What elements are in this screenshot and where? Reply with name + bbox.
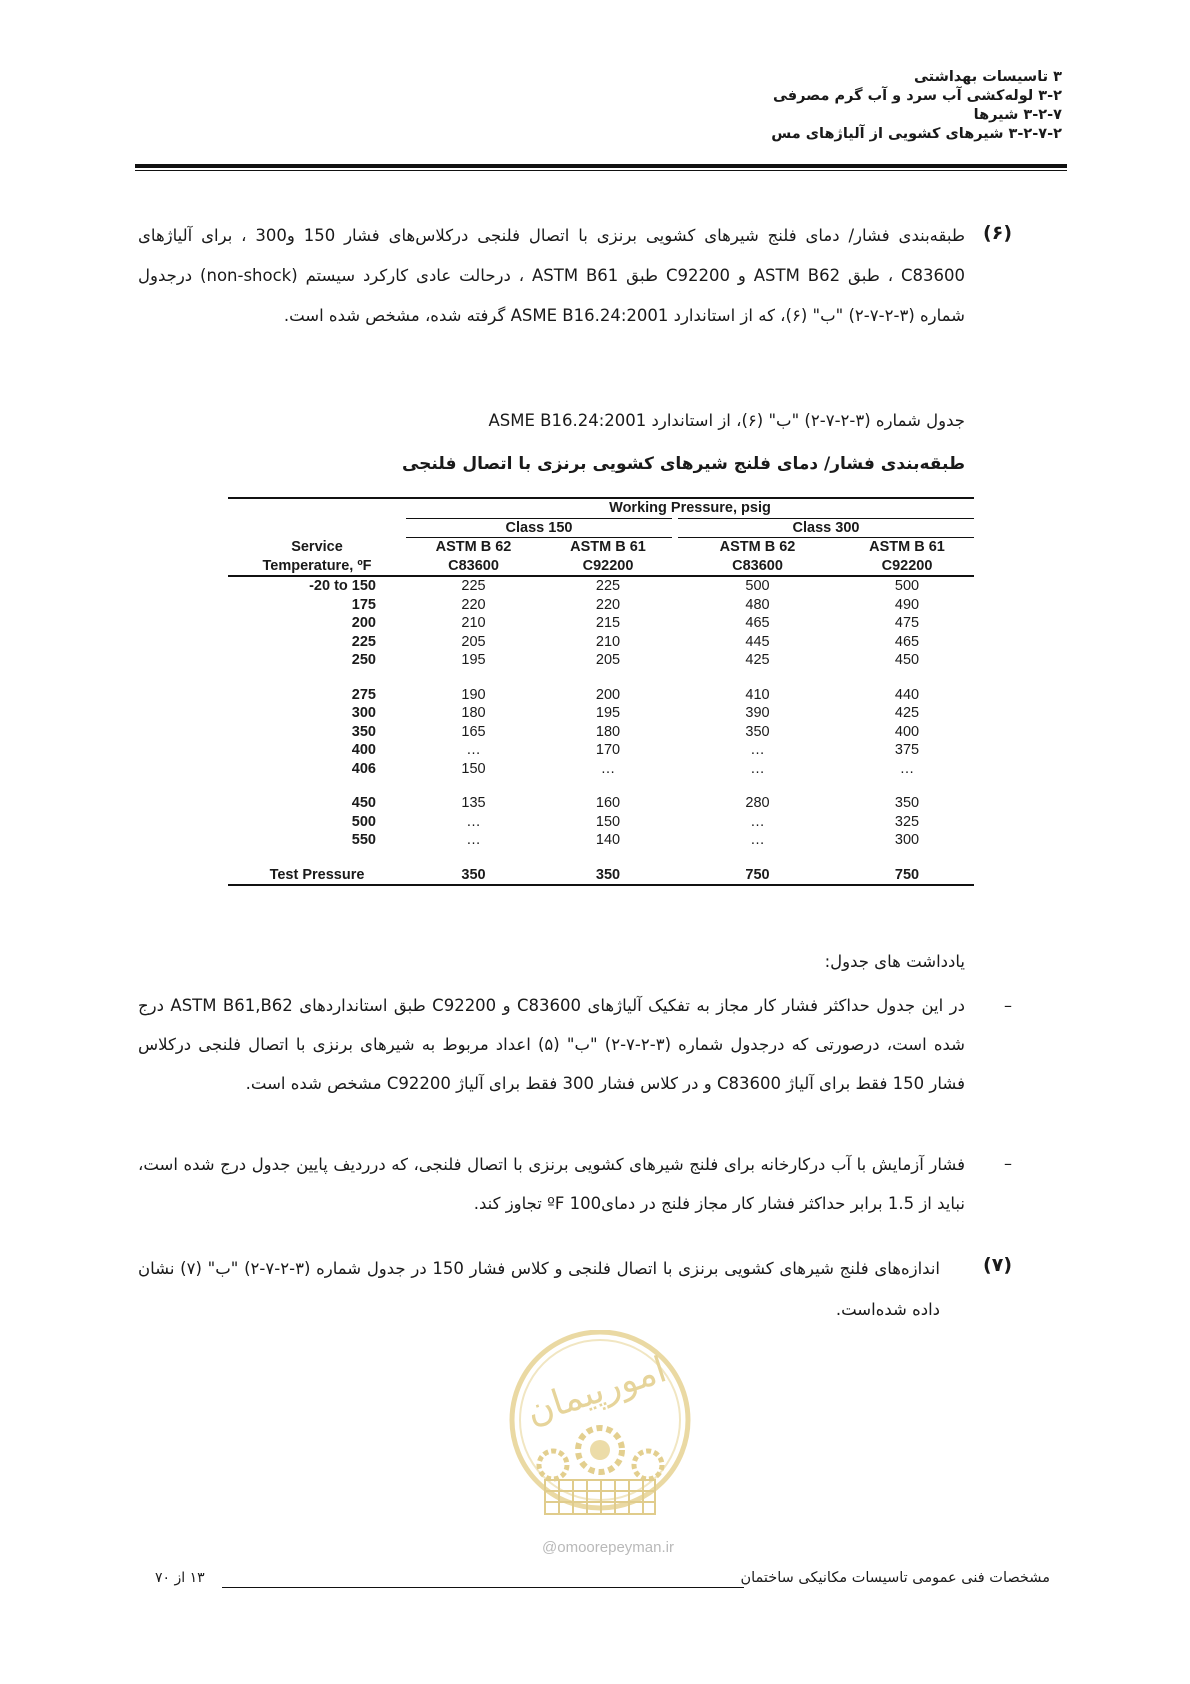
temperature-cell: 400: [351, 742, 376, 758]
temperature-cell: 250: [351, 652, 376, 668]
header-line-4: ۳-۲-۷-۲ شیرهای کشویی از آلیاژهای مس: [771, 126, 1062, 142]
pressure-cell: 210: [461, 615, 486, 631]
pressure-cell: 215: [595, 615, 621, 631]
table-row: [228, 723, 974, 742]
table-row: [228, 614, 974, 633]
page-number: ۱۳ از ۷۰: [155, 1570, 205, 1586]
temperature-cell: -20 to 150: [309, 578, 376, 594]
table-row: [228, 596, 974, 615]
col-head-1: ASTM B 62 C83600: [435, 539, 512, 574]
pressure-cell: 195: [595, 705, 621, 721]
pressure-cell: 410: [745, 686, 770, 703]
pressure-cell: 180: [595, 723, 621, 740]
pressure-cell: 490: [894, 596, 920, 613]
table-row: [228, 794, 974, 813]
pressure-cell: 350: [894, 795, 920, 811]
notes-title: یادداشت های جدول:: [824, 952, 965, 971]
watermark-logo: [493, 1330, 708, 1560]
table-row: [228, 704, 974, 723]
pressure-cell: 210: [595, 633, 621, 650]
pressure-cell: 205: [461, 633, 486, 650]
footer-rule: [222, 1587, 744, 1588]
table-row: [228, 760, 974, 779]
spacer-row: [228, 778, 974, 794]
class-300-header: Class 300: [675, 518, 974, 538]
pressure-cell: …: [600, 760, 616, 777]
table-caption-number: جدول شماره (۳-۲-۷-۲) "ب" (۶)، از استاندارد ASME B16.24:2001: [488, 411, 965, 430]
table-row: [228, 633, 974, 652]
note-bullet-2: فشار آزمایش با آب درکارخانه برای فلنج شیرهای کشویی برنزی با اتصال فلنجی، که درردیف پایین جدول درج شده است، نباید از 1.5 برابر حداکثر فشار کار مجاز فلنج در دمایºF 100 تجاوز کند.: [138, 1155, 965, 1213]
pressure-cell: 465: [894, 633, 920, 650]
temperature-cell: 275: [351, 686, 376, 703]
temperature-cell: 450: [351, 795, 376, 811]
pressure-cell: 220: [595, 596, 621, 613]
service-temperature-header: Service Temperature, ºF: [262, 539, 372, 574]
test-pressure-cell: 350: [595, 866, 621, 883]
table-row: [228, 576, 974, 596]
pressure-cell: 170: [595, 742, 621, 758]
pressure-cell: 480: [745, 596, 770, 613]
temperature-cell: 300: [351, 705, 376, 721]
header-rule-thick: [135, 164, 1067, 168]
footer-title: مشخصات فنی عمومی تاسیسات مکانیکی ساختمان: [740, 1570, 1050, 1586]
pressure-cell: 205: [595, 652, 621, 668]
pressure-cell: 465: [745, 615, 770, 631]
table-row: [228, 831, 974, 850]
temperature-cell: 500: [351, 813, 376, 830]
temperature-cell: 225: [351, 633, 376, 650]
pressure-cell: 425: [745, 652, 770, 668]
pressure-cell: 225: [461, 578, 486, 594]
pressure-cell: 280: [745, 795, 770, 811]
table-row: [228, 741, 974, 760]
test-pressure-cell: 750: [745, 866, 770, 883]
pressure-cell: 375: [894, 742, 920, 758]
pressure-cell: …: [899, 760, 915, 777]
table-row: [228, 686, 974, 705]
watermark-text: امورپیمان: [521, 1349, 672, 1433]
item-7-number: (۷): [983, 1254, 1012, 1276]
pressure-cell: 475: [894, 615, 920, 631]
pressure-cell: 160: [595, 795, 621, 811]
spacer-row: [228, 850, 974, 866]
test-pressure-cell: 350: [461, 866, 486, 883]
pressure-cell: 400: [894, 723, 920, 740]
pressure-cell: 300: [894, 832, 920, 848]
working-pressure-header: Working Pressure, psig: [406, 498, 974, 518]
pressure-cell: 150: [461, 760, 486, 777]
pressure-cell: 225: [595, 578, 621, 594]
item-7-paragraph: اندازه‌های فلنج شیرهای کشویی برنزی با اتصال فلنجی و کلاس فشار 150 در جدول شماره (۳-۲-۷-۲) "ب" (۷) نشان داده شده‌است.: [138, 1259, 941, 1319]
pressure-cell: 165: [461, 723, 486, 740]
pressure-cell: 140: [595, 832, 621, 848]
note-bullet-1: در این جدول حداکثر فشار کار مجاز به تفکیک آلیاژهای C83600 و C92200 طبق استانداردهای ASTM B61,B62 درج شده است، درصورتی که درجدول شماره (۳-۲-۷-۲) "ب" (۵) اعداد مربوط به شیرهای برنزی با اتصال فلنجی درکلاس فشار 150 فقط برای آلیاژ C83600 و در کلاس فشار 300 فقط برای آلیاژ C92200 مشخص شده است.: [138, 996, 965, 1093]
watermark-url: @omoorepeyman.ir: [542, 1539, 674, 1556]
watermark-emblem-icon: [493, 1330, 708, 1560]
table-row: [228, 813, 974, 832]
pressure-cell: 500: [894, 578, 920, 594]
pressure-cell: …: [466, 813, 481, 830]
pressure-cell: …: [750, 760, 765, 777]
test-pressure-cell: 750: [894, 866, 920, 883]
table-row: [228, 651, 974, 670]
pressure-cell: …: [750, 832, 765, 848]
temperature-cell: 406: [351, 760, 376, 777]
pressure-cell: 220: [461, 596, 486, 613]
col-head-2: ASTM B 61 C92200: [570, 539, 646, 574]
pressure-cell: 195: [461, 652, 486, 668]
class-150-header: Class 150: [406, 518, 675, 538]
pressure-cell: 350: [745, 723, 770, 740]
test-pressure-row: [228, 866, 974, 886]
pressure-cell: …: [750, 813, 765, 830]
section-header: [771, 68, 1062, 144]
header-line-3: ۳-۲-۷ شیرها: [973, 107, 1062, 123]
pressure-cell: 150: [595, 813, 621, 830]
pressure-cell: 200: [595, 686, 621, 703]
pressure-cell: 450: [894, 652, 920, 668]
pressure-cell: 440: [894, 686, 920, 703]
temperature-cell: 550: [351, 832, 376, 848]
test-pressure-label: Test Pressure: [269, 866, 365, 883]
pressure-cell: …: [466, 742, 481, 758]
pressure-cell: 135: [461, 795, 486, 811]
pressure-cell: 445: [745, 633, 770, 650]
header-line-2: ۳-۲ لوله‌کشی آب سرد و آب گرم مصرفی: [772, 88, 1062, 104]
temperature-cell: 175: [351, 596, 376, 613]
pressure-cell: 500: [745, 578, 770, 594]
pressure-cell: …: [466, 832, 481, 848]
item-6-number: (۶): [983, 222, 1012, 244]
temperature-cell: 350: [351, 723, 376, 740]
bullet-dash-2: –: [1004, 1154, 1012, 1173]
pressure-cell: …: [750, 742, 765, 758]
pressure-cell: 180: [461, 705, 486, 721]
spacer-row: [228, 670, 974, 686]
item-6-paragraph: طبقه‌بندی فشار/ دمای فلنج شیرهای کشویی برنزی با اتصال فلنجی درکلاس‌های فشار 150 و300 ، برای آلیاژهای C83600 ، طبق ASTM B62 و C92200 طبق ASTM B61 ، درحالت عادی کارکرد سیستم (non-shock) درجدول شماره (۳-۲-۷-۲) "ب" (۶)، که از استاندارد ASME B16.24:2001 گرفته شده، مشخص شده است.: [138, 226, 965, 325]
col-head-4: ASTM B 61 C92200: [869, 539, 945, 574]
temperature-cell: 200: [351, 615, 376, 631]
pressure-cell: 325: [894, 813, 920, 830]
header-rule-thin: [135, 170, 1067, 171]
pressure-cell: 190: [461, 686, 486, 703]
col-head-3: ASTM B 62 C83600: [719, 539, 796, 574]
table-caption-title: طبقه‌بندی فشار/ دمای فلنج شیرهای کشویی برنزی با اتصال فلنجی: [401, 454, 965, 474]
pressure-cell: 390: [745, 705, 770, 721]
pressure-cell: 425: [894, 705, 920, 721]
bullet-dash-1: –: [1004, 996, 1012, 1015]
header-line-1: ۳ تاسیسات بهداشتی: [913, 69, 1062, 85]
